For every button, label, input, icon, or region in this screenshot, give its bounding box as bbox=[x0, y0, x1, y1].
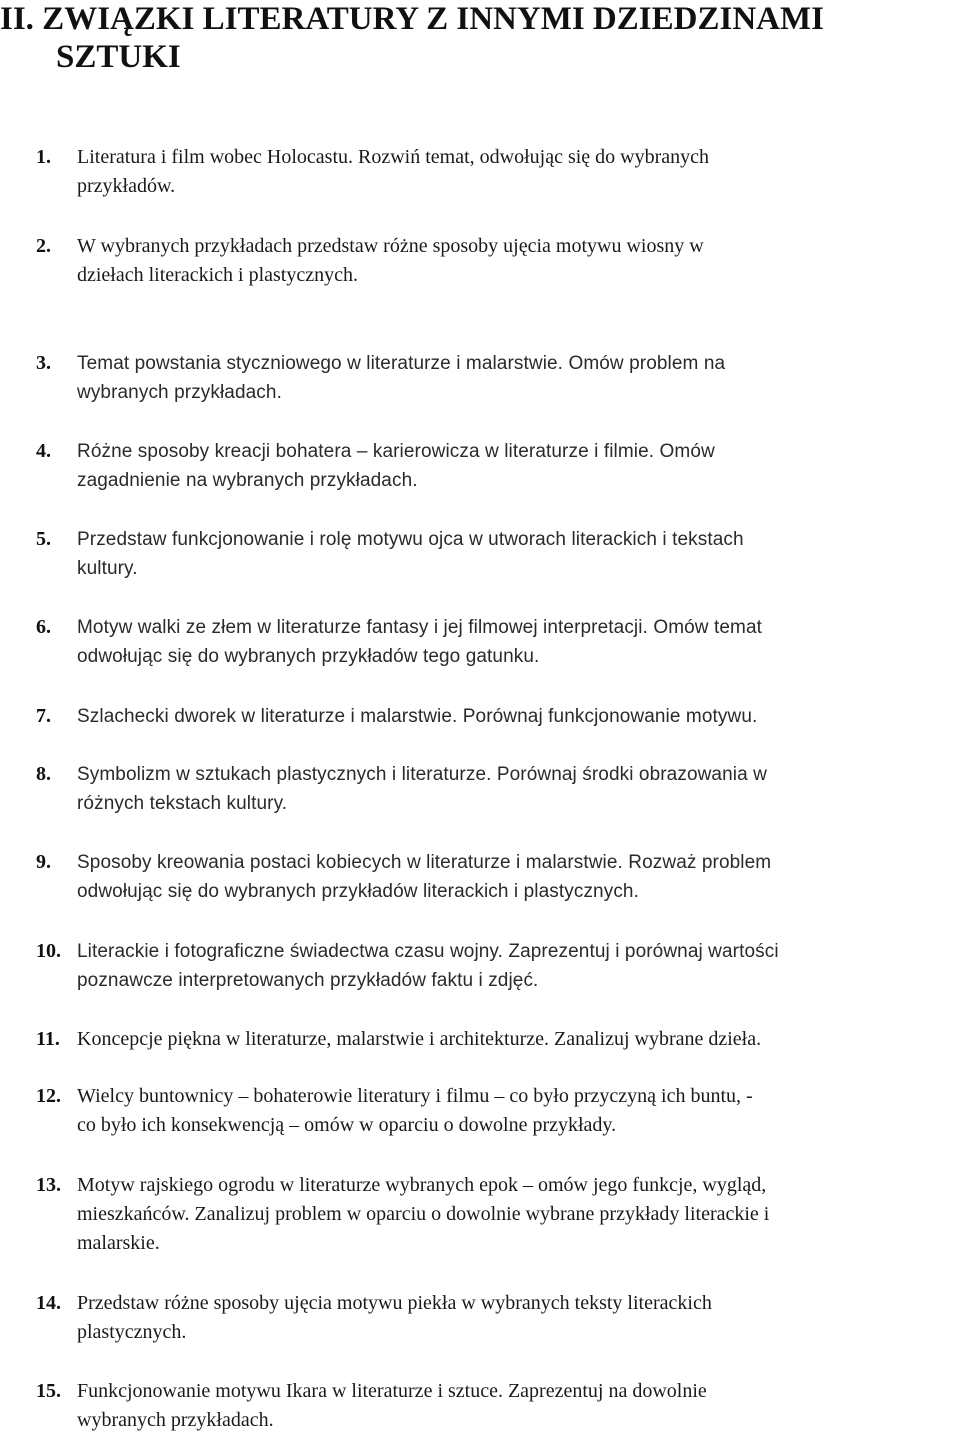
topic-text: Szlachecki dworek w literaturze i malarstwie. Porównaj funkcjonowanie motywu. bbox=[77, 706, 758, 727]
topic-item bbox=[36, 437, 960, 495]
topic-number: 4. bbox=[36, 440, 51, 462]
topic-text: Sposoby kreowania postaci kobiecych w literaturze i malarstwie. Rozważ problem odwołując się do wybranych przykładów literackich i plastycznych. bbox=[77, 852, 772, 902]
topic-item bbox=[36, 1171, 960, 1258]
topic-number: 14. bbox=[36, 1292, 61, 1314]
topic-number: 3. bbox=[36, 352, 51, 374]
topic-item bbox=[36, 525, 960, 583]
topic-item bbox=[36, 1377, 960, 1435]
topic-number: 10. bbox=[36, 940, 61, 962]
topic-number: 5. bbox=[36, 528, 51, 550]
topic-number: 7. bbox=[36, 705, 51, 727]
section-heading-line-1: II. ZWIĄZKI LITERATURY Z INNYMI DZIEDZINAMI bbox=[0, 1, 824, 37]
topic-number: 1. bbox=[36, 146, 51, 168]
topic-text: W wybranych przykładach przedstaw różne sposoby ujęcia motywu wiosny w dziełach literackich i plastycznych. bbox=[77, 235, 704, 286]
topic-number: 11. bbox=[36, 1028, 60, 1050]
topic-item bbox=[36, 143, 960, 201]
topic-text: Motyw rajskiego ogrodu w literaturze wybranych epok – omów jego funkcje, wygląd, mieszkańców. Zanalizuj problem w oparciu o dowolnie wybrane przykłady literackie i malarskie. bbox=[77, 1174, 770, 1254]
topic-text: Temat powstania styczniowego w literaturze i malarstwie. Omów problem na wybranych przykładach. bbox=[77, 353, 726, 403]
topic-number: 13. bbox=[36, 1174, 61, 1196]
topic-item bbox=[36, 349, 960, 407]
topic-item bbox=[36, 1082, 960, 1140]
section-heading-line-2: SZTUKI bbox=[56, 39, 181, 75]
topic-text: Literatura i film wobec Holocastu. Rozwiń temat, odwołując się do wybranych przykładów. bbox=[77, 146, 710, 197]
section-heading bbox=[0, 0, 824, 76]
topic-number: 9. bbox=[36, 851, 51, 873]
topic-text: Przedstaw funkcjonowanie i rolę motywu ojca w utworach literackich i tekstach kultury. bbox=[77, 529, 744, 579]
topic-text: Literackie i fotograficzne świadectwa czasu wojny. Zaprezentuj i porównaj wartości poznawcze interpretowanych przykładów faktu i zdjęć. bbox=[77, 941, 779, 991]
topic-text: Symbolizm w sztukach plastycznych i literaturze. Porównaj środki obrazowania w różnych tekstach kultury. bbox=[77, 764, 767, 814]
topic-number: 15. bbox=[36, 1380, 61, 1402]
topic-text: Koncepcje piękna w literaturze, malarstwie i architekturze. Zanalizuj wybrane dzieła. bbox=[77, 1028, 762, 1050]
topic-number: 6. bbox=[36, 616, 51, 638]
topic-number: 8. bbox=[36, 763, 51, 785]
topic-item bbox=[36, 1025, 960, 1054]
topic-item bbox=[36, 760, 960, 818]
topic-item bbox=[36, 937, 960, 995]
topic-number: 12. bbox=[36, 1085, 61, 1107]
topic-text: Przedstaw różne sposoby ujęcia motywu piekła w wybranych teksty literackich plastycznych. bbox=[77, 1292, 712, 1343]
topic-text: Funkcjonowanie motywu Ikara w literaturze i sztuce. Zaprezentuj na dowolnie wybranych przykładach. bbox=[77, 1380, 707, 1431]
topic-item bbox=[36, 613, 960, 671]
topic-number: 2. bbox=[36, 235, 51, 257]
topic-text: Różne sposoby kreacji bohatera – karierowicza w literaturze i filmie. Omów zagadnienie na wybranych przykładach. bbox=[77, 441, 715, 491]
topic-item bbox=[36, 1289, 960, 1347]
topic-text: Motyw walki ze złem w literaturze fantasy i jej filmowej interpretacji. Omów temat odwołując się do wybranych przykładów tego gatunku. bbox=[77, 617, 763, 667]
topic-item bbox=[36, 848, 960, 906]
topic-item bbox=[36, 232, 960, 290]
topic-item bbox=[36, 702, 960, 731]
topic-text: Wielcy buntownicy – bohaterowie literatury i filmu – co było przyczyną ich buntu, - co było ich konsekwencją – omów w oparciu o dowolne przykłady. bbox=[77, 1085, 753, 1136]
